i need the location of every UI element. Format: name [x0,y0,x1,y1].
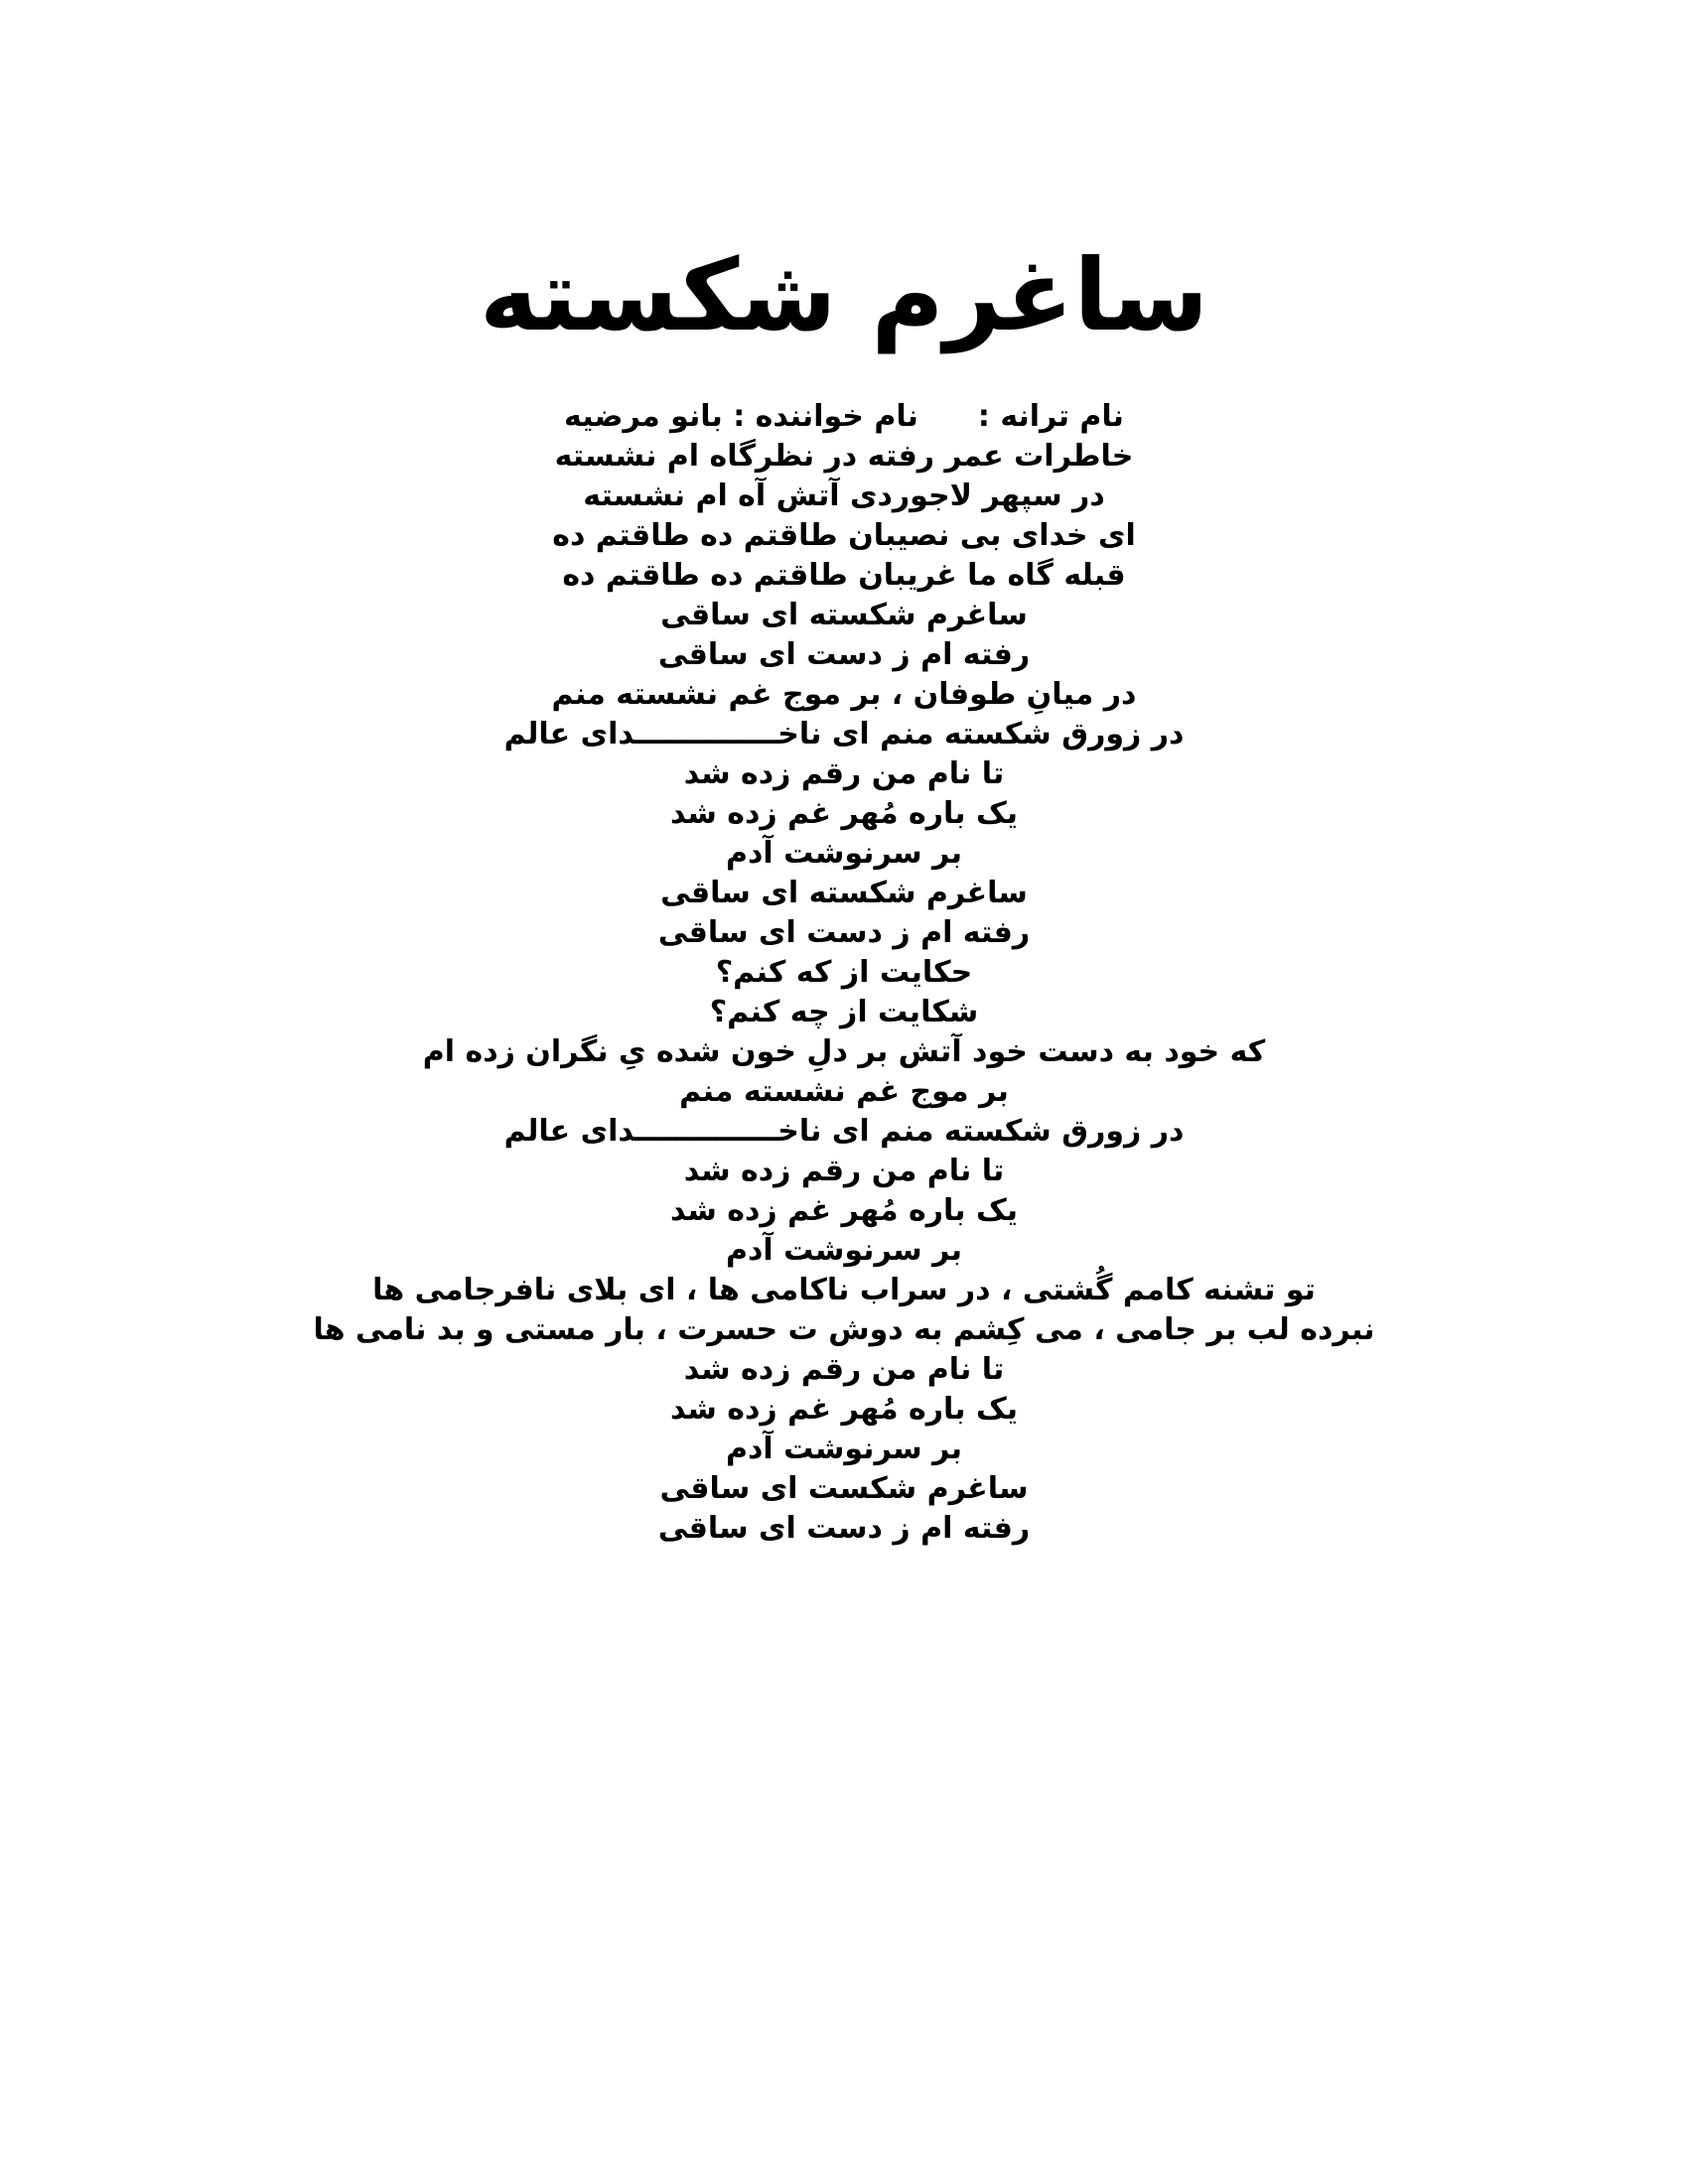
lyric-line: که خود به دست خود آتش بر دلِ خون شده یِ نگران زده ام [422,1034,1266,1069]
lyric-line: نبرده لب بر جامی ، می کِشم به دوش ت حسرت ، بار مستی و بد نامی ها [313,1312,1375,1347]
lyric-line: شکایت از چه کنم؟ [709,995,979,1029]
lyric-line: یک باره مُهر غم زده شد [670,1193,1018,1228]
lyric-line: تا نام من رقم زده شد [683,756,1005,791]
lyric-line: بر موج غم نشسته منم [679,1074,1009,1109]
singer-name: نام خواننده : بانو مرضیه [564,399,918,434]
lyric-line: حکایت از که کنم؟ [715,955,973,990]
lyric-line: تو تشنه کامم گُشتی ، در سراب ناکامی ها ، ای بلای نافرجامی ها [372,1273,1316,1307]
lyric-line: تا نام من رقم زده شد [683,1154,1005,1188]
lyric-line: رفته ام ز دست ای ساقی [657,637,1031,672]
lyric-line: در زورق شکسته منم ای ناخــــــــــــــدای عالم [503,1114,1185,1149]
lyric-line: ساغرم شکسته ای ساقی [660,598,1028,632]
lyrics-body [298,397,1390,1549]
lyric-line: در زورق شکسته منم ای ناخــــــــــــــدای عالم [503,717,1185,751]
lyric-line: رفته ام ز دست ای ساقی [657,1511,1031,1546]
page-title: ساغرم شکسته [479,237,1209,353]
song-name-label: نام ترانه : [977,399,1124,434]
lyric-line: تا نام من رقم زده شد [683,1352,1005,1387]
lyric-line: یک باره مُهر غم زده شد [670,796,1018,831]
lyric-line: یک باره مُهر غم زده شد [670,1392,1018,1427]
lyric-line: بر سرنوشت آدم [726,836,962,871]
lyric-line: خاطرات عمر رفته در نظرگاه ام نشسته [554,439,1134,474]
lyric-line: بر سرنوشت آدم [726,1432,962,1466]
lyric-line: بر سرنوشت آدم [726,1233,962,1268]
lyric-line: قبله گاه ما غریبان طاقتم ده طاقتم ده [562,558,1126,593]
lyric-line: در میانِ طوفان ، بر موج غم نشسته منم [551,677,1137,712]
header-line [298,397,1390,437]
lyric-line: ای خدای بی نصیبان طاقتم ده طاقتم ده [552,518,1136,553]
lyric-line: رفته ام ز دست ای ساقی [657,915,1031,950]
lyric-line: در سپهر لاجوردی آتش آه ام نشسته [583,478,1105,513]
lyric-line: ساغرم شکست ای ساقی [659,1471,1029,1506]
lyric-line: ساغرم شکسته ای ساقی [660,876,1028,910]
